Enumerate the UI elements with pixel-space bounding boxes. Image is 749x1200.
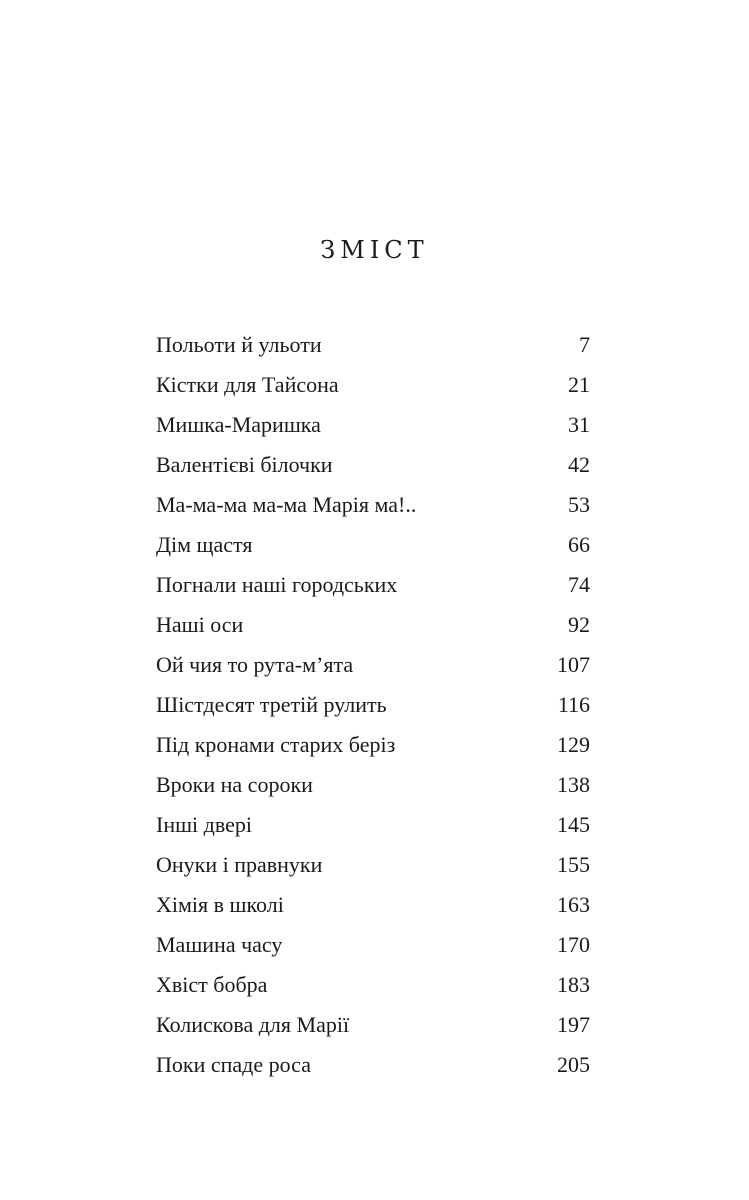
toc-entry: [156, 1048, 590, 1088]
toc-entry-title: Інші двері: [156, 812, 252, 837]
toc-entry-title: Ма-ма-ма ма-ма Марія ма!..: [156, 492, 417, 517]
toc-entry-title: Кістки для Тайсона: [156, 372, 339, 397]
toc-entry-title: Поки спаде роса: [156, 1052, 311, 1077]
toc-entry-page: 92: [568, 612, 590, 637]
toc-entry-page: 183: [557, 972, 590, 997]
toc-entry-page: 170: [557, 932, 590, 957]
toc-entry-page: 107: [557, 652, 590, 677]
toc-entry-page: 7: [579, 332, 590, 357]
toc-entry-title: Вроки на сороки: [156, 772, 313, 797]
toc-entry: [156, 488, 590, 528]
toc-entry-page: 53: [568, 492, 590, 517]
toc-entry: [156, 728, 590, 768]
toc-entry: [156, 448, 590, 488]
toc-entry-title: Хвіст бобра: [156, 972, 268, 997]
toc-entry-page: 31: [568, 412, 590, 437]
toc-entry-title: Машина часу: [156, 932, 283, 957]
toc-entry: [156, 1008, 590, 1048]
table-of-contents: [156, 328, 590, 1088]
toc-entry-page: 21: [568, 372, 590, 397]
toc-entry-page: 205: [557, 1052, 590, 1077]
toc-entry-page: 66: [568, 532, 590, 557]
toc-entry: [156, 608, 590, 648]
toc-entry: [156, 848, 590, 888]
toc-entry-title: Наші оси: [156, 612, 244, 637]
toc-entry: [156, 328, 590, 368]
toc-entry-page: 155: [557, 852, 590, 877]
toc-entry: [156, 528, 590, 568]
toc-entry-page: 129: [557, 732, 590, 757]
toc-entry-title: Шістдесят третій рулить: [156, 692, 387, 717]
toc-entry-page: 42: [568, 452, 590, 477]
toc-entry-title: Польоти й ульоти: [156, 332, 322, 357]
toc-entry: [156, 408, 590, 448]
toc-entry-title: Мишка-Маришка: [156, 412, 321, 437]
toc-entry: [156, 888, 590, 928]
toc-entry: [156, 648, 590, 688]
toc-entry: [156, 808, 590, 848]
toc-entry-title: Під кронами старих беріз: [156, 732, 396, 757]
toc-entry-title: Валентієві білочки: [156, 452, 333, 477]
toc-entry: [156, 768, 590, 808]
toc-entry-title: Хімія в школі: [156, 892, 284, 917]
toc-entry: [156, 968, 590, 1008]
toc-entry: [156, 928, 590, 968]
toc-entry: [156, 368, 590, 408]
toc-entry-title: Ой чия то рута-м’ята: [156, 652, 354, 677]
toc-entry-page: 163: [557, 892, 590, 917]
toc-entry: [156, 568, 590, 608]
toc-entry-page: 197: [557, 1012, 590, 1037]
toc-entry-page: 138: [557, 772, 590, 797]
toc-entry-title: Погнали наші городських: [156, 572, 398, 597]
toc-entry: [156, 688, 590, 728]
toc-entry-page: 116: [557, 692, 590, 717]
contents-heading: ЗМІСТ: [320, 236, 429, 264]
toc-entry-title: Колискова для Марії: [156, 1012, 350, 1037]
toc-entry-title: Дім щастя: [156, 532, 253, 557]
toc-entry-page: 145: [557, 812, 590, 837]
toc-entry-title: Онуки і правнуки: [156, 852, 323, 877]
toc-entry-page: 74: [568, 572, 590, 597]
